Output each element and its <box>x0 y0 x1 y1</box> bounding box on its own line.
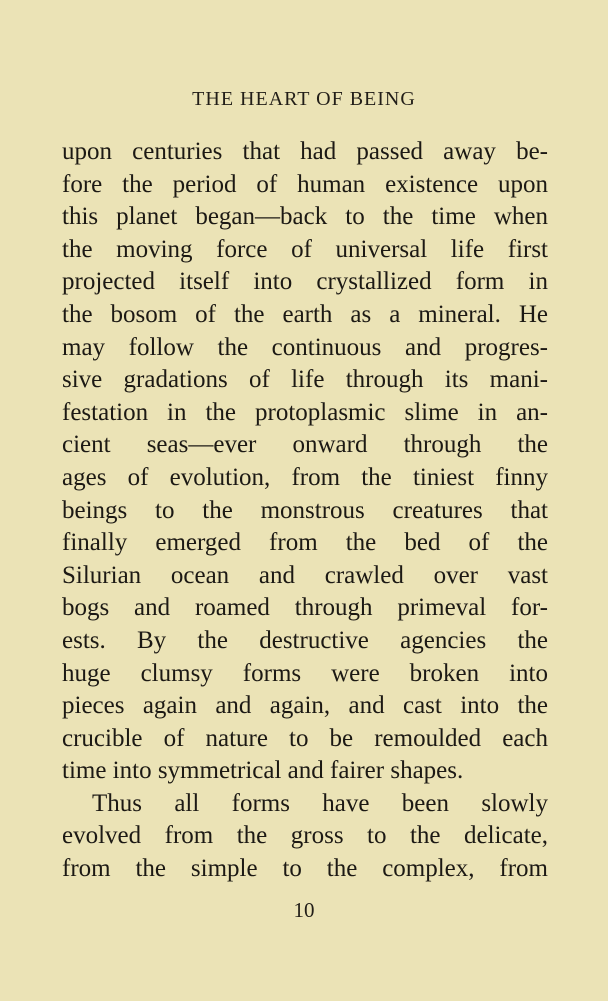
text-line: pieces again and again, and cast into the <box>62 692 548 720</box>
text-line: upon centuries that had passed away be- <box>62 138 548 165</box>
text-line: festation in the protoplasmic slime in an- <box>62 398 548 426</box>
text-line: from the simple to the complex, from <box>62 855 548 883</box>
text-line: cient seas—ever onward through the <box>62 431 548 459</box>
text-line: crucible of nature to be remoulded each <box>62 724 548 752</box>
text-line: Silurian ocean and crawled over vast <box>62 561 548 589</box>
text-line: evolved from the gross to the delicate, <box>62 822 548 850</box>
page-number: 10 <box>293 898 315 922</box>
text-line: beings to the monstrous creatures that <box>62 496 548 524</box>
text-line: huge clumsy forms were broken into <box>62 659 548 687</box>
text-line: the bosom of the earth as a mineral. He <box>62 300 548 328</box>
text-line: may follow the continuous and progres- <box>62 333 548 361</box>
text-line: ests. By the destructive agencies the <box>62 626 548 654</box>
running-head: THE HEART OF BEING <box>192 88 416 110</box>
text-line: sive gradations of life through its mani- <box>62 366 548 394</box>
text-line: finally emerged from the bed of the <box>62 529 548 557</box>
text-line: ages of evolution, from the tiniest finny <box>62 463 548 491</box>
text-line: this planet began—back to the time when <box>62 203 548 231</box>
body-text <box>62 136 548 886</box>
text-line: fore the period of human existence upon <box>62 170 548 198</box>
text-line: bogs and roamed through primeval for- <box>62 594 548 622</box>
text-line: projected itself into crystallized form in <box>62 268 548 296</box>
text-line: the moving force of universal life first <box>62 235 548 263</box>
text-line: time into symmetrical and fairer shapes. <box>62 757 464 785</box>
paragraph-start-line: Thus all forms have been slowly <box>92 789 548 817</box>
